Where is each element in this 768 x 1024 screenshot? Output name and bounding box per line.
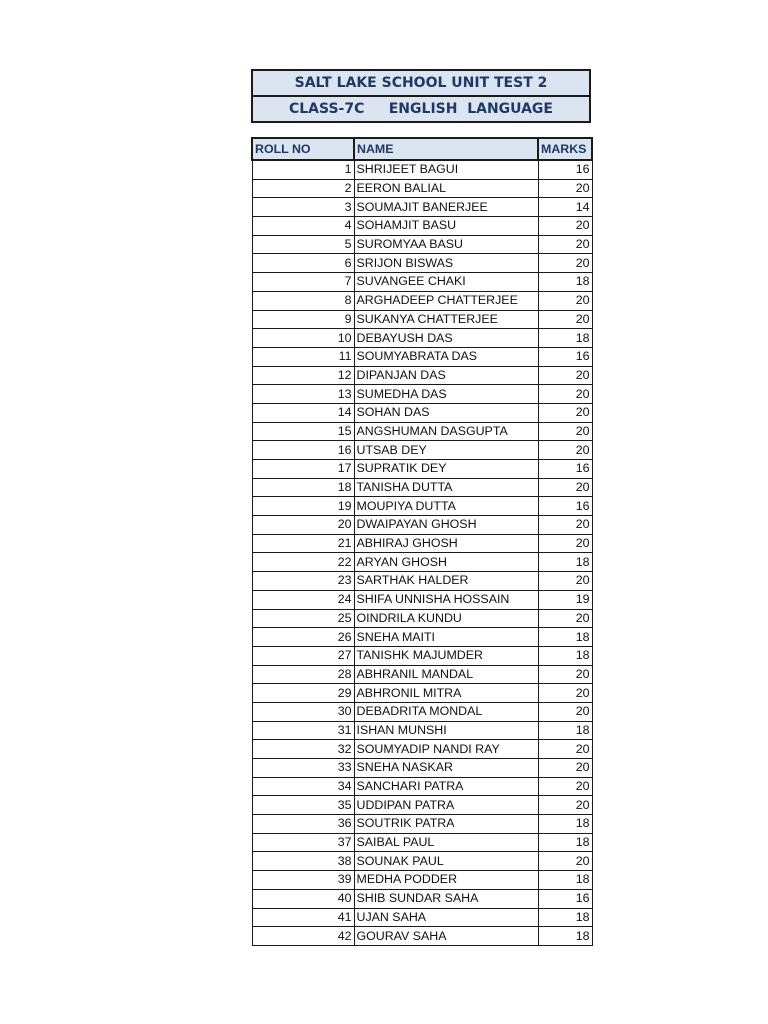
roll-number-cell: 30 xyxy=(252,702,354,721)
student-name-cell: ANGSHUMAN DASGUPTA xyxy=(354,422,538,441)
marks-cell: 18 xyxy=(538,329,592,348)
student-name-cell: MOUPIYA DUTTA xyxy=(354,497,538,516)
roll-number-cell: 22 xyxy=(252,553,354,572)
roll-number-cell: 10 xyxy=(252,329,354,348)
table-body xyxy=(252,160,592,945)
marks-cell: 18 xyxy=(538,628,592,647)
marks-cell: 20 xyxy=(538,403,592,422)
roll-number-cell: 3 xyxy=(252,198,354,217)
marks-cell: 20 xyxy=(538,759,592,778)
table-row xyxy=(252,665,592,684)
student-name-cell: SOUMAJIT BANERJEE xyxy=(354,198,538,217)
student-name-cell: EERON BALIAL xyxy=(354,179,538,198)
student-name-cell: ABHIRAJ GHOSH xyxy=(354,534,538,553)
table-row xyxy=(252,889,592,908)
student-name-cell: DEBADRITA MONDAL xyxy=(354,702,538,721)
student-name-cell: ABHRANIL MANDAL xyxy=(354,665,538,684)
table-row xyxy=(252,628,592,647)
marks-cell: 16 xyxy=(538,889,592,908)
table-row xyxy=(252,366,592,385)
student-name-cell: UJAN SAHA xyxy=(354,908,538,927)
table-row xyxy=(252,441,592,460)
roll-number-cell: 28 xyxy=(252,665,354,684)
column-header-name: NAME xyxy=(354,138,538,160)
roll-number-cell: 2 xyxy=(252,179,354,198)
student-name-cell: TANISHA DUTTA xyxy=(354,478,538,497)
table-row xyxy=(252,871,592,890)
table-row xyxy=(252,609,592,628)
student-name-cell: DEBAYUSH DAS xyxy=(354,329,538,348)
table-row xyxy=(252,759,592,778)
table-header-row xyxy=(252,138,592,160)
student-name-cell: OINDRILA KUNDU xyxy=(354,609,538,628)
roll-number-cell: 24 xyxy=(252,590,354,609)
roll-number-cell: 27 xyxy=(252,646,354,665)
student-name-cell: SHIFA UNNISHA HOSSAIN xyxy=(354,590,538,609)
student-name-cell: ISHAN MUNSHI xyxy=(354,721,538,740)
student-name-cell: GOURAV SAHA xyxy=(354,927,538,946)
table-row xyxy=(252,254,592,273)
roll-number-cell: 41 xyxy=(252,908,354,927)
marks-cell: 18 xyxy=(538,646,592,665)
roll-number-cell: 13 xyxy=(252,385,354,404)
table-row xyxy=(252,329,592,348)
student-name-cell: TANISHK MAJUMDER xyxy=(354,646,538,665)
marks-cell: 20 xyxy=(538,310,592,329)
roll-number-cell: 4 xyxy=(252,217,354,236)
roll-number-cell: 11 xyxy=(252,347,354,366)
roll-number-cell: 6 xyxy=(252,254,354,273)
table-row xyxy=(252,553,592,572)
table-row xyxy=(252,702,592,721)
roll-number-cell: 42 xyxy=(252,927,354,946)
marks-cell: 20 xyxy=(538,366,592,385)
table-row xyxy=(252,721,592,740)
roll-number-cell: 21 xyxy=(252,534,354,553)
roll-number-cell: 31 xyxy=(252,721,354,740)
roll-number-cell: 32 xyxy=(252,740,354,759)
table-row xyxy=(252,833,592,852)
table-row xyxy=(252,497,592,516)
roll-number-cell: 19 xyxy=(252,497,354,516)
table-row xyxy=(252,740,592,759)
roll-number-cell: 8 xyxy=(252,291,354,310)
student-name-cell: UTSAB DEY xyxy=(354,441,538,460)
table-row xyxy=(252,179,592,198)
class-subject-title: CLASS-7C ENGLISH LANGUAGE xyxy=(253,95,589,121)
student-name-cell: SRIJON BISWAS xyxy=(354,254,538,273)
marks-cell: 16 xyxy=(538,460,592,479)
marks-table xyxy=(251,137,593,946)
table-row xyxy=(252,572,592,591)
marks-cell: 20 xyxy=(538,254,592,273)
table-row xyxy=(252,273,592,292)
roll-number-cell: 5 xyxy=(252,235,354,254)
student-name-cell: SNEHA NASKAR xyxy=(354,759,538,778)
marks-cell: 20 xyxy=(538,291,592,310)
roll-number-cell: 14 xyxy=(252,403,354,422)
student-name-cell: SUPRATIK DEY xyxy=(354,460,538,479)
table-row xyxy=(252,291,592,310)
student-name-cell: ARYAN GHOSH xyxy=(354,553,538,572)
roll-number-cell: 38 xyxy=(252,852,354,871)
marks-cell: 18 xyxy=(538,721,592,740)
marks-cell: 14 xyxy=(538,198,592,217)
table-row xyxy=(252,796,592,815)
table-row xyxy=(252,684,592,703)
table-row xyxy=(252,403,592,422)
table-row xyxy=(252,777,592,796)
roll-number-cell: 37 xyxy=(252,833,354,852)
marks-cell: 18 xyxy=(538,273,592,292)
roll-number-cell: 34 xyxy=(252,777,354,796)
marks-cell: 20 xyxy=(538,852,592,871)
student-name-cell: SUMEDHA DAS xyxy=(354,385,538,404)
marks-cell: 20 xyxy=(538,516,592,535)
table-row xyxy=(252,385,592,404)
marks-cell: 20 xyxy=(538,572,592,591)
marks-cell: 18 xyxy=(538,833,592,852)
marks-cell: 18 xyxy=(538,871,592,890)
marks-cell: 20 xyxy=(538,702,592,721)
table-row xyxy=(252,646,592,665)
marks-cell: 20 xyxy=(538,385,592,404)
roll-number-cell: 40 xyxy=(252,889,354,908)
school-title: SALT LAKE SCHOOL UNIT TEST 2 xyxy=(253,71,589,95)
student-name-cell: SOUMYADIP NANDI RAY xyxy=(354,740,538,759)
roll-number-cell: 9 xyxy=(252,310,354,329)
marks-cell: 20 xyxy=(538,422,592,441)
student-name-cell: SOHAMJIT BASU xyxy=(354,217,538,236)
student-name-cell: SHRIJEET BAGUI xyxy=(354,160,538,179)
student-name-cell: SNEHA MAITI xyxy=(354,628,538,647)
student-name-cell: SOUMYABRATA DAS xyxy=(354,347,538,366)
student-name-cell: DIPANJAN DAS xyxy=(354,366,538,385)
marks-cell: 20 xyxy=(538,235,592,254)
roll-number-cell: 33 xyxy=(252,759,354,778)
student-name-cell: UDDIPAN PATRA xyxy=(354,796,538,815)
roll-number-cell: 7 xyxy=(252,273,354,292)
marks-cell: 20 xyxy=(538,179,592,198)
column-header-roll: ROLL NO xyxy=(252,138,354,160)
roll-number-cell: 20 xyxy=(252,516,354,535)
roll-number-cell: 26 xyxy=(252,628,354,647)
student-name-cell: SANCHARI PATRA xyxy=(354,777,538,796)
marks-cell: 20 xyxy=(538,441,592,460)
student-name-cell: SOUTRIK PATRA xyxy=(354,815,538,834)
table-row xyxy=(252,160,592,179)
marks-cell: 18 xyxy=(538,927,592,946)
roll-number-cell: 25 xyxy=(252,609,354,628)
student-name-cell: SARTHAK HALDER xyxy=(354,572,538,591)
roll-number-cell: 12 xyxy=(252,366,354,385)
column-header-marks: MARKS xyxy=(538,138,592,160)
marks-cell: 20 xyxy=(538,217,592,236)
table-row xyxy=(252,852,592,871)
marks-cell: 16 xyxy=(538,160,592,179)
marks-cell: 20 xyxy=(538,777,592,796)
marks-cell: 20 xyxy=(538,796,592,815)
roll-number-cell: 1 xyxy=(252,160,354,179)
table-row xyxy=(252,422,592,441)
roll-number-cell: 23 xyxy=(252,572,354,591)
roll-number-cell: 39 xyxy=(252,871,354,890)
roll-number-cell: 35 xyxy=(252,796,354,815)
student-name-cell: SUROMYAA BASU xyxy=(354,235,538,254)
table-row xyxy=(252,310,592,329)
table-row xyxy=(252,815,592,834)
table-row xyxy=(252,516,592,535)
table-row xyxy=(252,590,592,609)
student-name-cell: SAIBAL PAUL xyxy=(354,833,538,852)
table-row xyxy=(252,478,592,497)
table-row xyxy=(252,460,592,479)
roll-number-cell: 17 xyxy=(252,460,354,479)
marks-cell: 16 xyxy=(538,347,592,366)
roll-number-cell: 16 xyxy=(252,441,354,460)
student-name-cell: ARGHADEEP CHATTERJEE xyxy=(354,291,538,310)
marks-cell: 20 xyxy=(538,740,592,759)
table-row xyxy=(252,908,592,927)
roll-number-cell: 36 xyxy=(252,815,354,834)
table-row xyxy=(252,235,592,254)
student-name-cell: SOUNAK PAUL xyxy=(354,852,538,871)
roll-number-cell: 15 xyxy=(252,422,354,441)
marks-cell: 19 xyxy=(538,590,592,609)
student-name-cell: ABHRONIL MITRA xyxy=(354,684,538,703)
student-name-cell: SUVANGEE CHAKI xyxy=(354,273,538,292)
marks-cell: 20 xyxy=(538,534,592,553)
table-row xyxy=(252,217,592,236)
marks-cell: 20 xyxy=(538,684,592,703)
marks-cell: 20 xyxy=(538,478,592,497)
student-name-cell: SHIB SUNDAR SAHA xyxy=(354,889,538,908)
report-header xyxy=(251,69,591,123)
student-name-cell: SOHAN DAS xyxy=(354,403,538,422)
marks-cell: 18 xyxy=(538,815,592,834)
marks-cell: 16 xyxy=(538,497,592,516)
roll-number-cell: 29 xyxy=(252,684,354,703)
roll-number-cell: 18 xyxy=(252,478,354,497)
marks-cell: 18 xyxy=(538,553,592,572)
table-row xyxy=(252,534,592,553)
student-name-cell: DWAIPAYAN GHOSH xyxy=(354,516,538,535)
marks-cell: 18 xyxy=(538,908,592,927)
marks-cell: 20 xyxy=(538,665,592,684)
marks-cell: 20 xyxy=(538,609,592,628)
table-row xyxy=(252,347,592,366)
table-row xyxy=(252,198,592,217)
student-name-cell: SUKANYA CHATTERJEE xyxy=(354,310,538,329)
student-name-cell: MEDHA PODDER xyxy=(354,871,538,890)
table-row xyxy=(252,927,592,946)
